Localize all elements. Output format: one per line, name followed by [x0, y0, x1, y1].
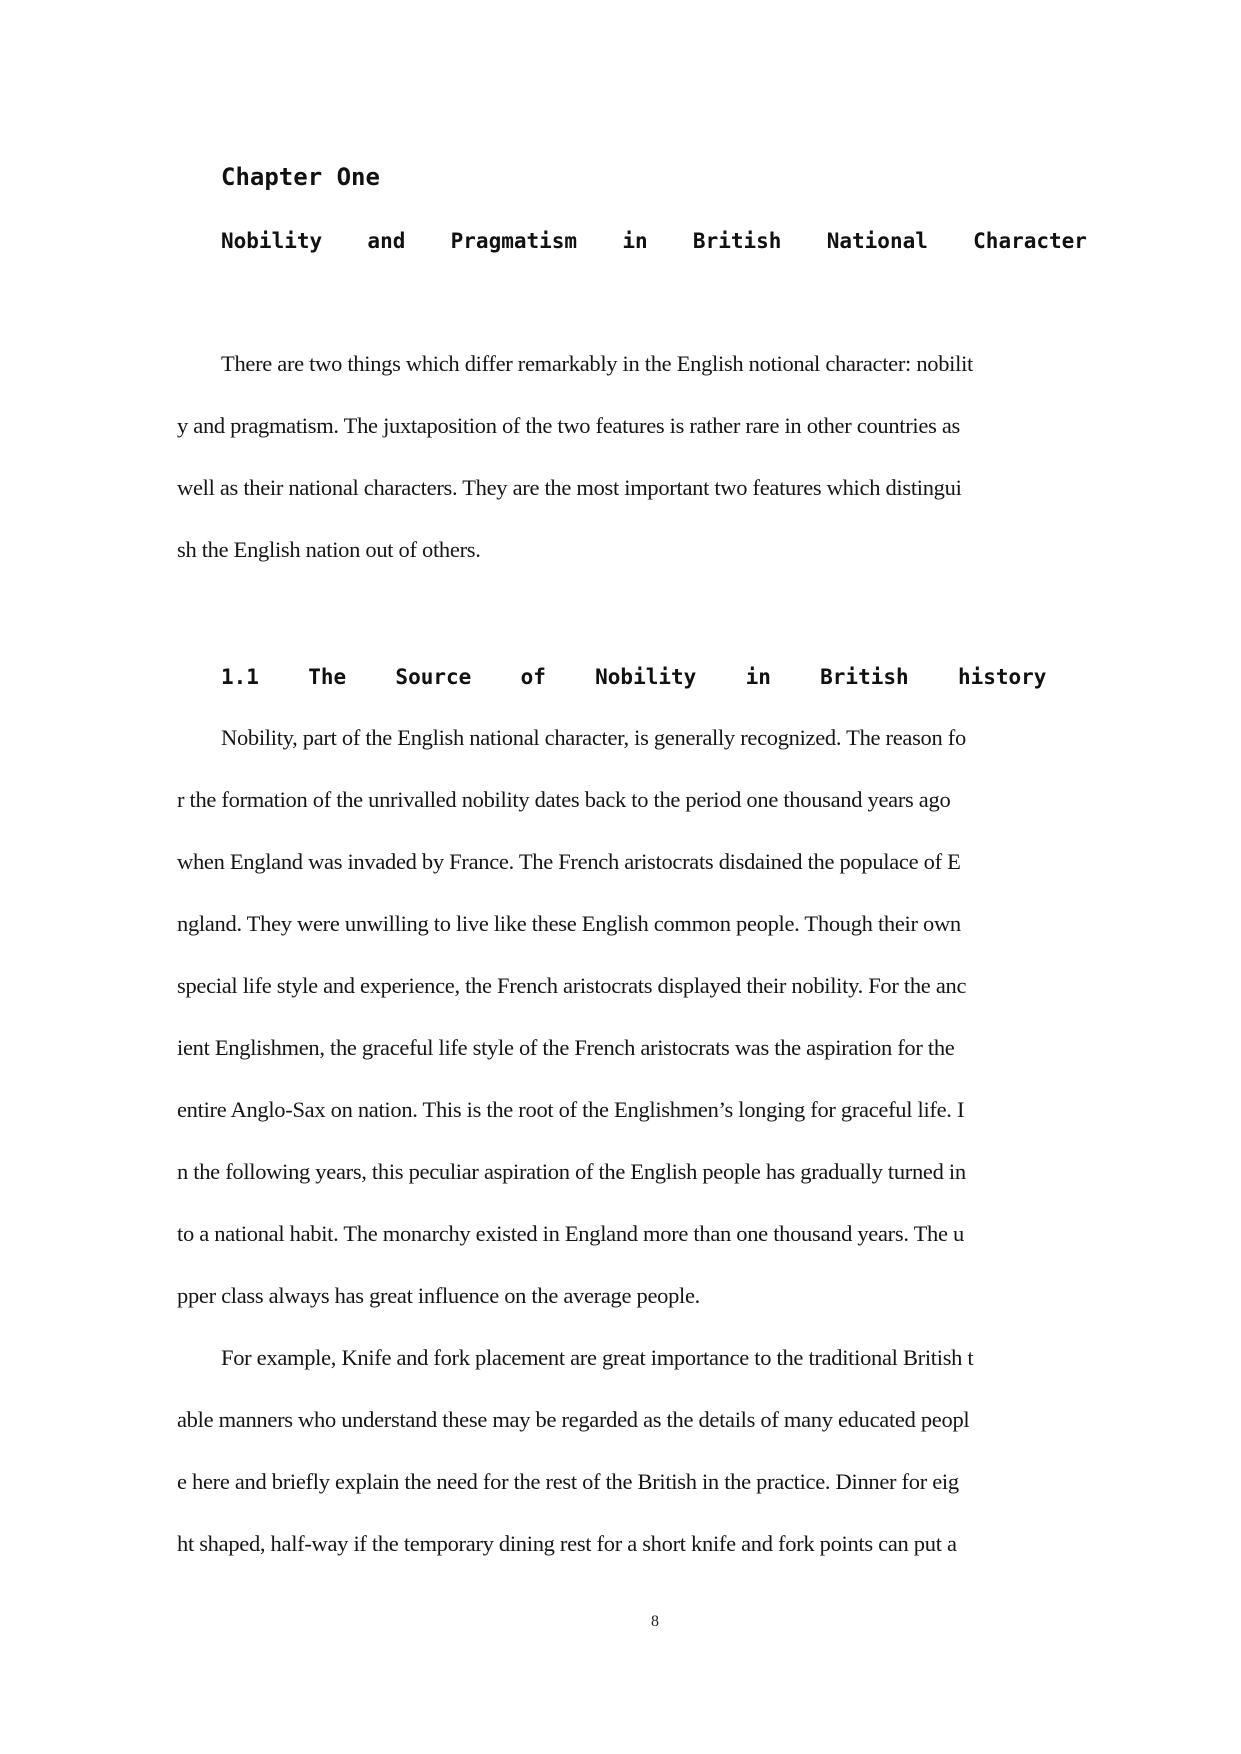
section-paragraph-line: special life style and experience, the French aristocrats displayed their nobility. For the anc: [177, 973, 967, 998]
section-paragraph-line: entire Anglo-Sax on nation. This is the root of the Englishmen’s longing for graceful life. I: [177, 1097, 965, 1122]
intro-paragraph-line: well as their national characters. They are the most important two features which distingui: [177, 475, 962, 500]
section-paragraph-line: able manners who understand these may be regarded as the details of many educated peopl: [177, 1407, 970, 1432]
intro-paragraph-line: y and pragmatism. The juxtaposition of the two features is rather rare in other countries as: [177, 413, 960, 438]
chapter-subtitle: Nobility and Pragmatism in British National Character: [221, 229, 1087, 253]
section-paragraph-line: Nobility, part of the English national character, is generally recognized. The reason fo: [221, 725, 966, 750]
chapter-title: Chapter One: [221, 163, 380, 191]
section-paragraph-line: to a national habit. The monarchy existed in England more than one thousand years. The u: [177, 1221, 964, 1246]
section-paragraph-line: n the following years, this peculiar aspiration of the English people has gradually turned in: [177, 1159, 966, 1184]
section-paragraph-line: r the formation of the unrivalled nobility dates back to the period one thousand years ago: [177, 787, 951, 812]
intro-paragraph-line: sh the English nation out of others.: [177, 537, 481, 562]
section-paragraph-line: pper class always has great influence on the average people.: [177, 1283, 701, 1308]
section-paragraph-line: For example, Knife and fork placement are great importance to the traditional British t: [221, 1345, 974, 1370]
page-number: 8: [651, 1613, 659, 1630]
section-title: 1.1 The Source of Nobility in British history: [221, 665, 1047, 689]
section-paragraph-line: when England was invaded by France. The French aristocrats disdained the populace of E: [177, 849, 961, 874]
intro-paragraph-line: There are two things which differ remarkably in the English notional character: nobilit: [221, 351, 973, 376]
section-paragraph-line: ht shaped, half-way if the temporary dining rest for a short knife and fork points can put a: [177, 1531, 957, 1556]
section-paragraph-line: ient Englishmen, the graceful life style of the French aristocrats was the aspiration for the: [177, 1035, 955, 1060]
section-paragraph-line: e here and briefly explain the need for the rest of the British in the practice. Dinner for eig: [177, 1469, 959, 1494]
section-paragraph-line: ngland. They were unwilling to live like these English common people. Though their own: [177, 911, 961, 936]
